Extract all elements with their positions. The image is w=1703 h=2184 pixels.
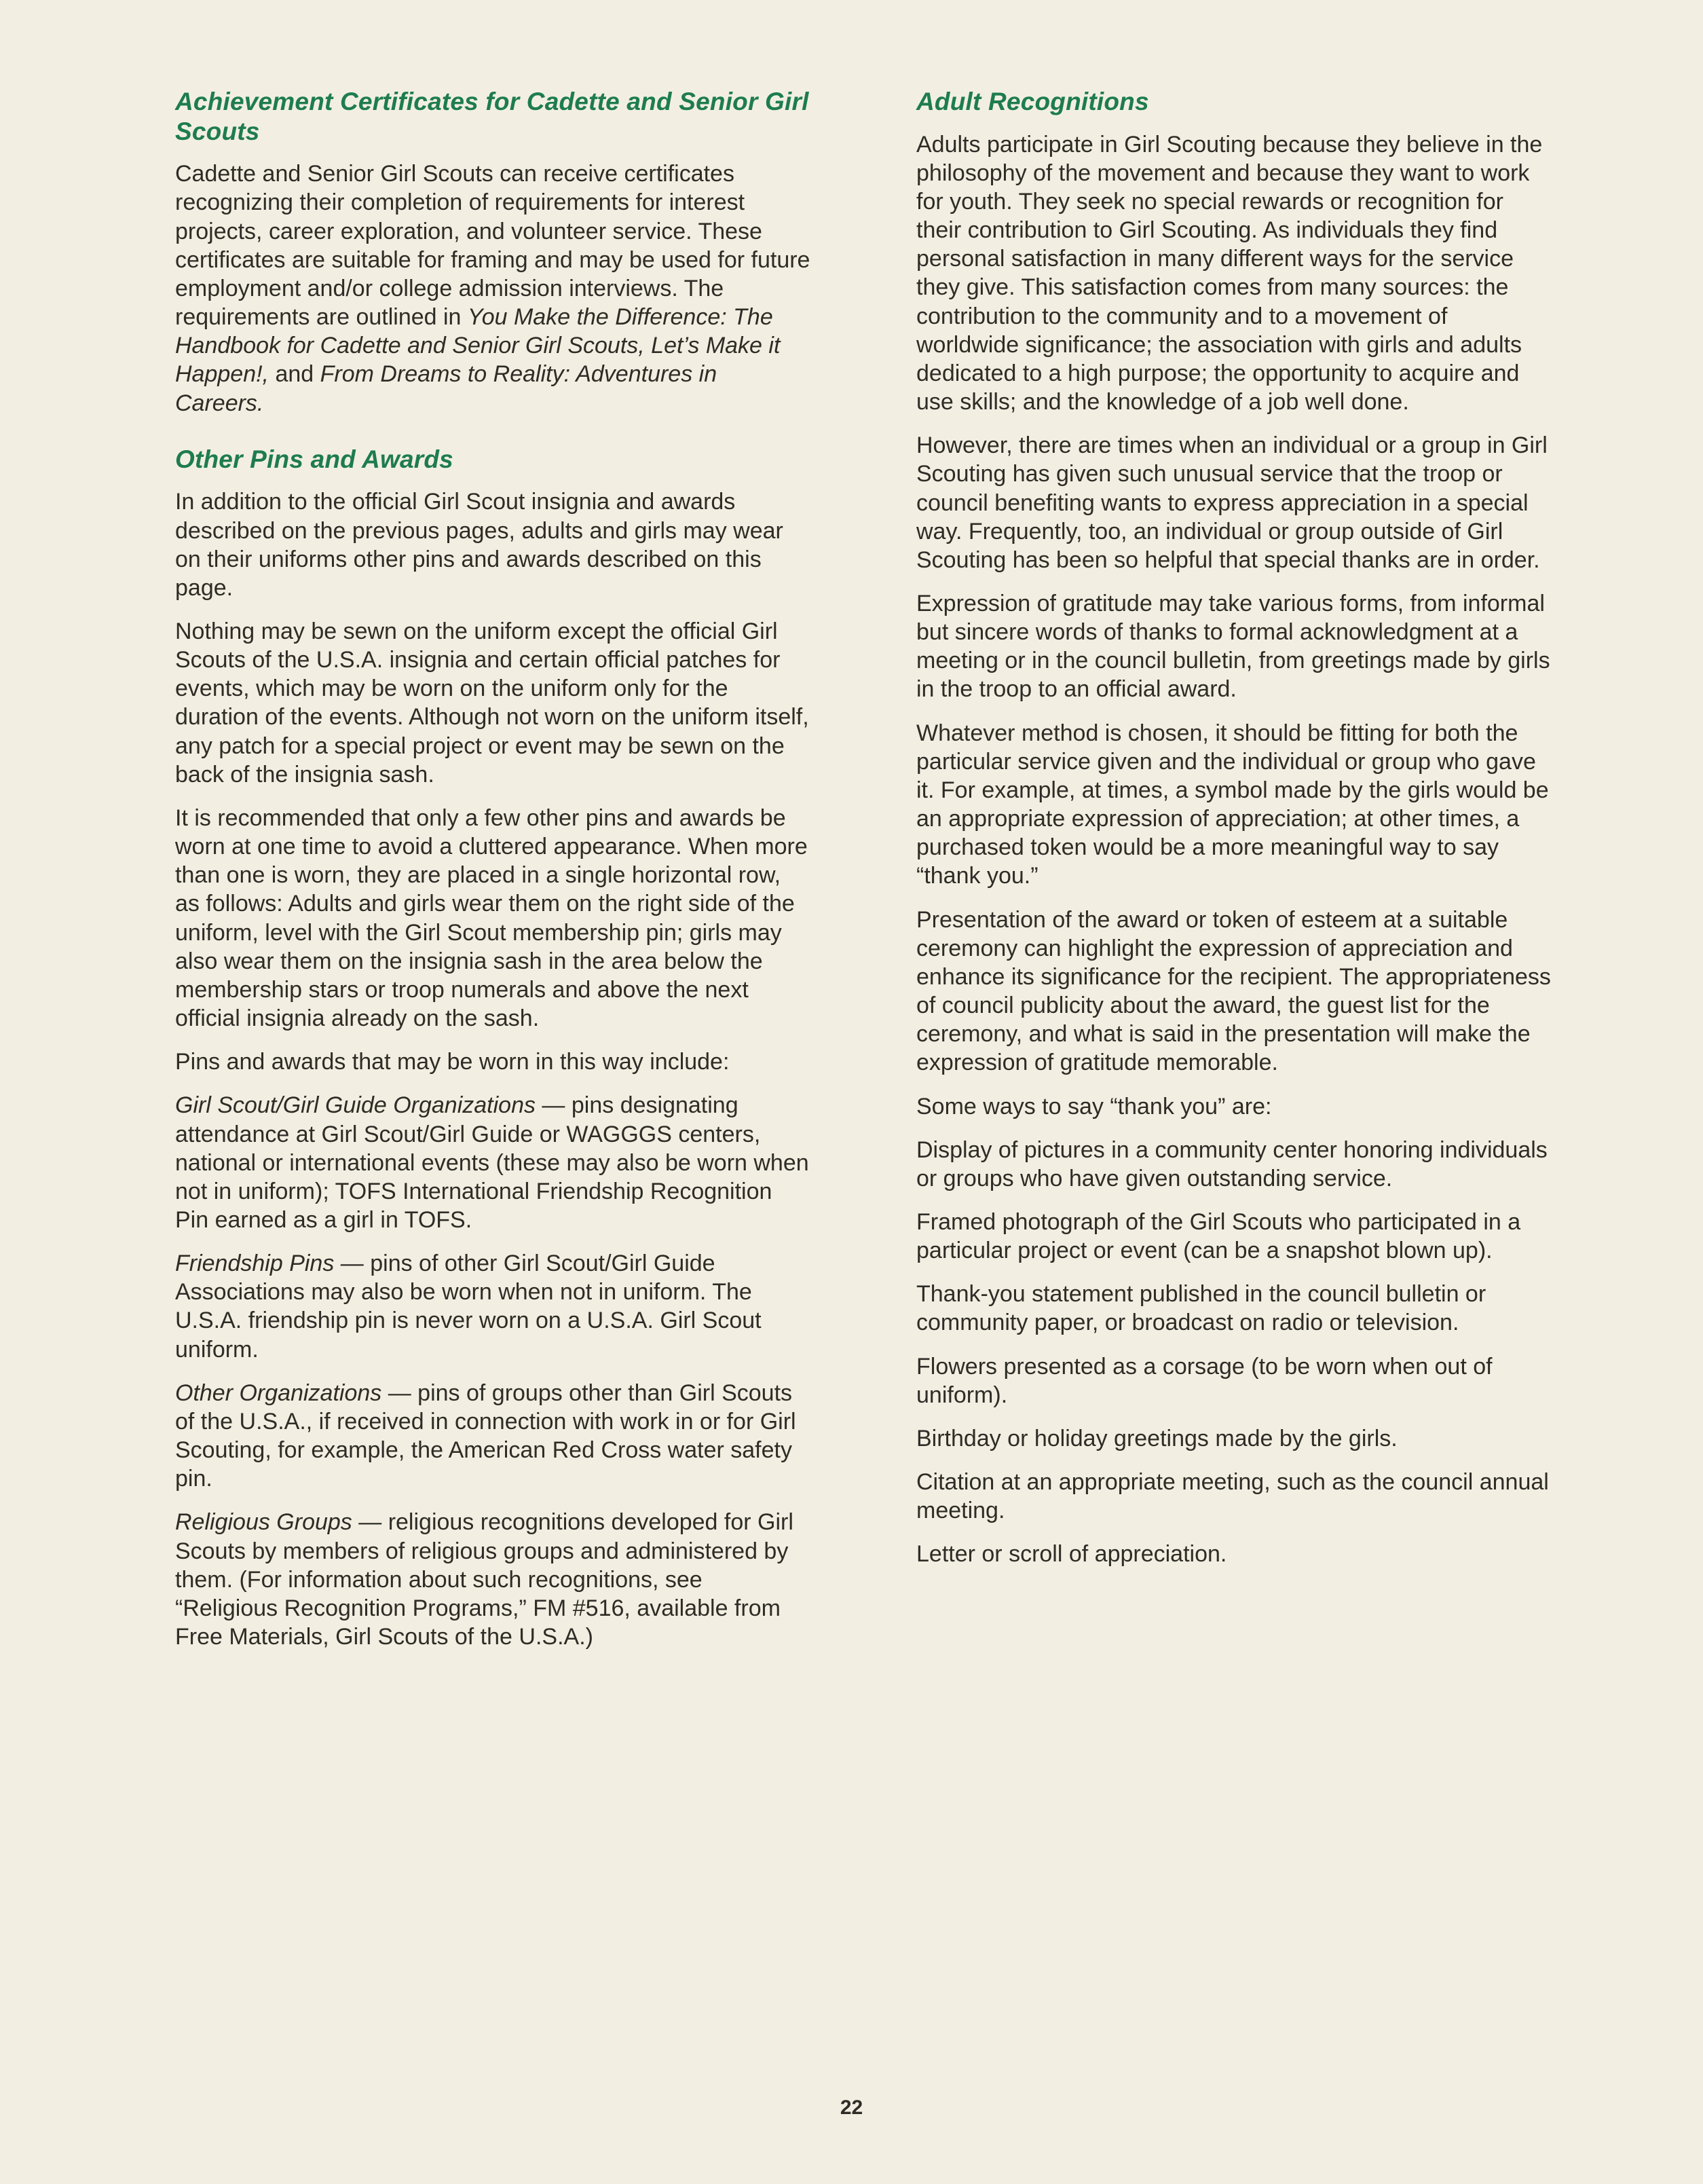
paragraph <box>175 1379 811 1494</box>
body-text: Thank-you statement published in the council bulletin or community paper, or broadcast on radio or television. <box>916 1281 1486 1336</box>
paragraph <box>175 1048 811 1076</box>
paragraph <box>916 1424 1552 1453</box>
two-column-layout <box>175 87 1552 1666</box>
body-text: Flowers presented as a corsage (to be worn when out of uniform). <box>916 1353 1493 1408</box>
section-heading: Other Pins and Awards <box>175 445 453 473</box>
body-text: Nothing may be sewn on the uniform except the official Girl Scouts of the U.S.A. insignia and certain official patches for events, which may be worn on the uniform only for the duration of the events. Although not worn on the uniform itself, any patch for a special project or event may be sewn on the back of the insignia sash. <box>175 618 809 788</box>
paragraph <box>916 589 1552 704</box>
body-text: Presentation of the award or token of esteem at a suitable ceremony can highlight the expression of appreciation and enhance its significance for the recipient. The appropriateness of council publicity about the award, the guest list for the ceremony, and what is said in the presentation will make the expression of gratitude memorable. <box>916 906 1551 1076</box>
body-text: Some ways to say “thank you” are: <box>916 1093 1272 1119</box>
paragraph <box>916 906 1552 1077</box>
section-heading: Adult Recognitions <box>916 88 1149 115</box>
italic-text: You Make the Difference: The Handbook for Cadette and Senior Girl Scouts, Let’s Make it Happen!, <box>175 304 781 388</box>
body-text: Citation at an appropriate meeting, such as the council annual meeting. <box>916 1469 1549 1524</box>
body-text: It is recommended that only a few other pins and awards be worn at one time to avoid a cluttered appearance. When more than one is worn, they are placed in a single horizontal row, as follows: Adults and girls wear them on the right side of the uniform, level with the Girl Scout membership pin; girls may also wear them on the insignia sash in the area below the membership stars or troop numerals and above the next official insignia already on the sash. <box>175 804 808 1032</box>
left-column <box>175 87 811 1666</box>
paragraph <box>916 719 1552 891</box>
paragraph <box>916 1208 1552 1265</box>
italic-text: Other Organizations <box>175 1380 382 1406</box>
body-text: However, there are times when an individual or a group in Girl Scouting has given such unusual service that the troop or council benefiting wants to express appreciation in a special way. Frequently, too, an individual or group outside of Girl Scouting has been so helpful that special thanks are in order. <box>916 432 1548 573</box>
paragraph <box>916 1280 1552 1337</box>
paragraph <box>175 160 811 417</box>
body-text: Expression of gratitude may take various forms, from informal but sincere words of thanks to formal acknowledgment at a meeting or in the council bulletin, from greetings made by girls in the troop to an official award. <box>916 591 1550 703</box>
body-text: Birthday or holiday greetings made by the girls. <box>916 1425 1398 1451</box>
body-text: Framed photograph of the Girl Scouts who participated in a particular project or event (can be a snapshot blown up). <box>916 1208 1521 1264</box>
right-column <box>916 87 1552 1584</box>
body-text: Pins and awards that may be worn in this way include: <box>175 1049 730 1075</box>
body-text: Cadette and Senior Girl Scouts can receive certificates recognizing their completion of requirements for interest projects, career exploration, and volunteer service. These certificates are suitable for framing and may be used for future employment and/or college admission interviews. The requirements are outlined in <box>175 161 810 331</box>
body-text: Adults participate in Girl Scouting because they believe in the philosophy of the movement and because they want to work for youth. They seek no special rewards or recognition for their contribution to Girl Scouting. As individuals they find personal satisfaction in many different ways for the service they give. This satisfaction comes from many sources: the contribution to the community and to a movement of worldwide significance; the association with girls and adults dedicated to a high purpose; the opportunity to acquire and use skills; and the knowledge of a job well done. <box>916 131 1543 415</box>
body-text: Letter or scroll of appreciation. <box>916 1541 1227 1568</box>
italic-text: From Dreams to Reality: Adventures in Careers. <box>175 361 717 416</box>
page-number: 22 <box>840 2096 863 2119</box>
body-text: — pins of groups other than Girl Scouts of the U.S.A., if received in connection with work in or for Girl Scouting, for example, the American Red Cross water safety pin. <box>175 1380 796 1492</box>
paragraph <box>175 487 811 602</box>
body-text: — religious recognitions developed for Girl Scouts by members of religious groups and administered by them. (For information about such recognitions, see “Religious Recognition Programs,” FM #516, available from Free Materials, Girl Scouts of the U.S.A.) <box>175 1509 793 1650</box>
paragraph <box>916 431 1552 574</box>
body-text: — pins of other Girl Scout/Girl Guide Associations may also be worn when not in uniform. The U.S.A. friendship pin is never worn on a U.S.A. Girl Scout uniform. <box>175 1251 762 1363</box>
body-text: and <box>269 361 320 388</box>
paragraph <box>175 804 811 1033</box>
italic-text: Religious Groups <box>175 1509 352 1536</box>
section-heading: Achievement Certificates for Cadette and Senior Girl Scouts <box>175 88 809 145</box>
paragraph <box>916 1092 1552 1121</box>
paragraph <box>916 1352 1552 1409</box>
paragraph <box>916 1540 1552 1568</box>
body-text: Display of pictures in a community center honoring individuals or groups who have given outstanding service. <box>916 1136 1548 1191</box>
italic-text: Friendship Pins <box>175 1251 335 1277</box>
paragraph <box>916 1468 1552 1525</box>
paragraph <box>175 1508 811 1651</box>
body-text: Whatever method is chosen, it should be fitting for both the particular service given and the individual or group who gave it. For example, at times, a symbol made by the girls would be an appropriate expression of appreciation; at other times, a purchased token would be a more meaningful way to say “thank you.” <box>916 720 1549 889</box>
italic-text: Girl Scout/Girl Guide Organizations <box>175 1092 536 1119</box>
body-text: — pins designating attendance at Girl Scout/Girl Guide or WAGGGS centers, national or international events (these may also be worn when not in uniform); TOFS International Friendship Recognition Pin earned as a girl in TOFS. <box>175 1092 809 1233</box>
paragraph <box>175 617 811 789</box>
paragraph <box>916 130 1552 417</box>
paragraph <box>175 1091 811 1234</box>
paragraph <box>916 1136 1552 1193</box>
body-text: In addition to the official Girl Scout insignia and awards described on the previous pages, adults and girls may wear on their uniforms other pins and awards described on this page. <box>175 489 783 601</box>
paragraph <box>175 1249 811 1364</box>
